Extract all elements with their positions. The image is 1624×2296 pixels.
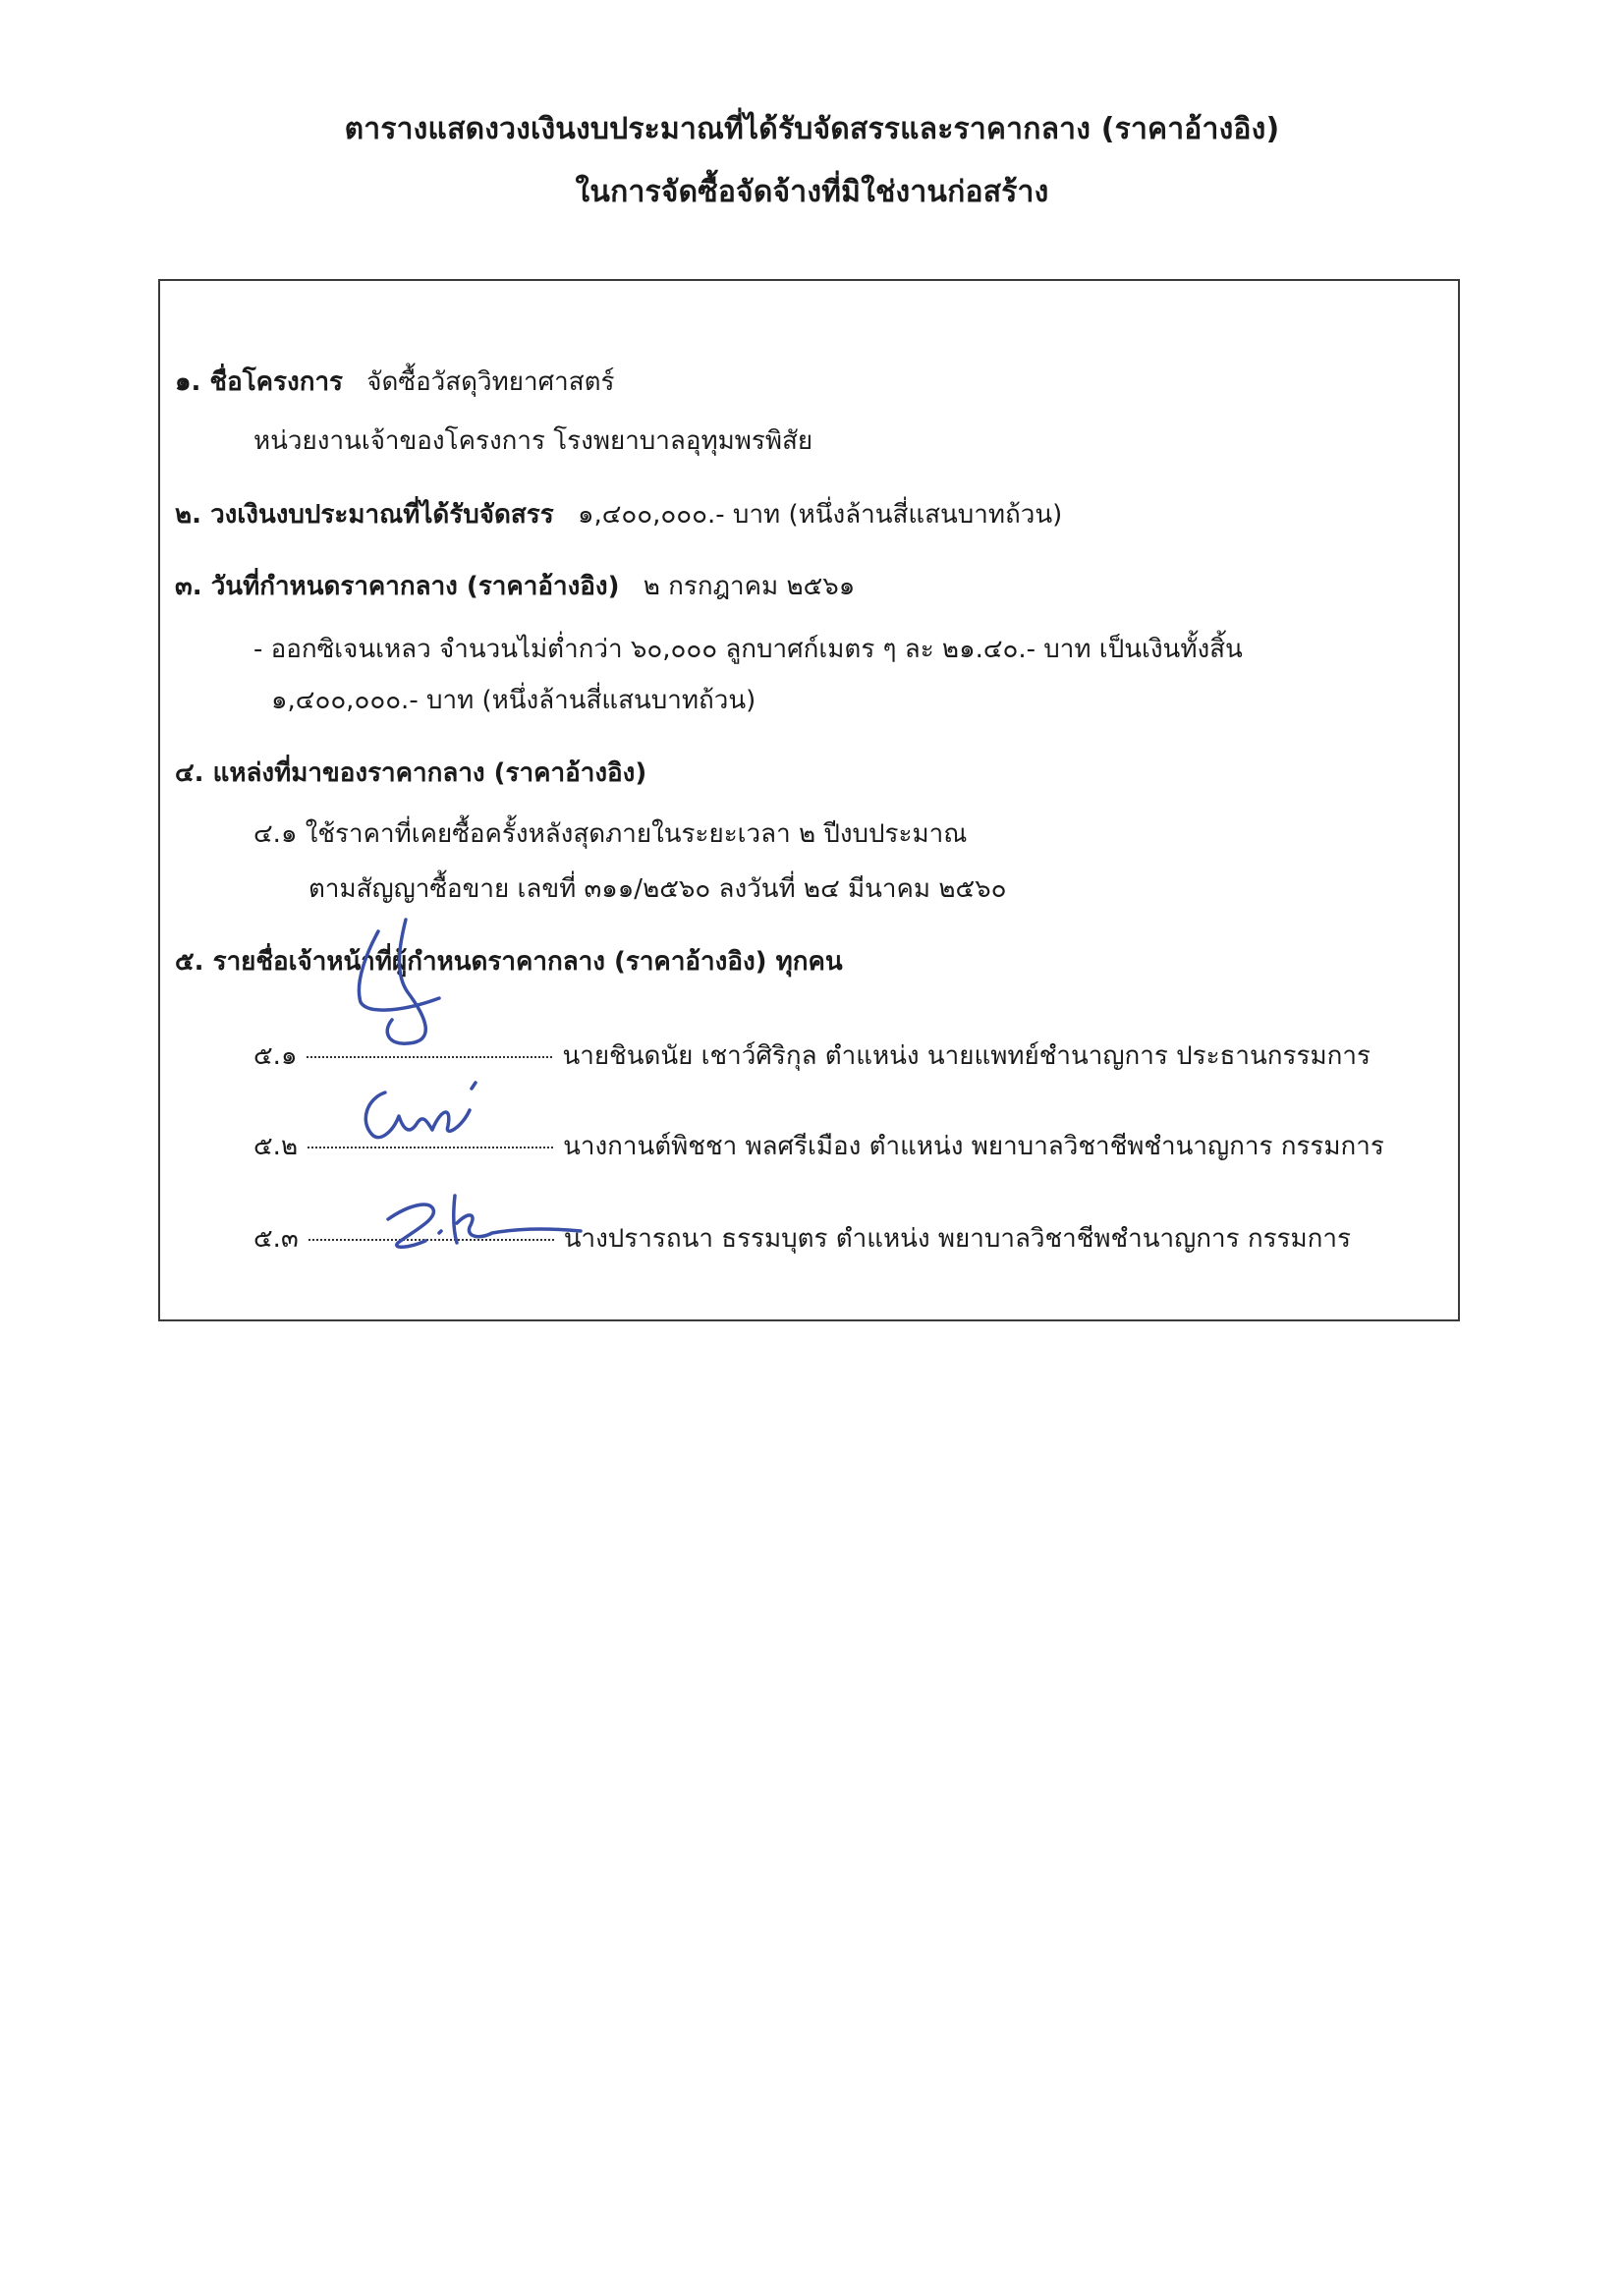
- budget-amount: ๑,๔๐๐,๐๐๐.- บาท (หนึ่งล้านสี่แสนบาทถ้วน): [577, 500, 1063, 530]
- member-text: นายชินดนัย เชาว์ศิริกุล ตำแหน่ง นายแพทย์ชำนาญการ ประธานกรรมการ: [562, 1041, 1371, 1071]
- signature-2-icon: [354, 1071, 501, 1163]
- signature-1-icon: [349, 914, 467, 1065]
- section-2-row: [175, 494, 1062, 534]
- price-source-item-1: ๔.๑ ใช้ราคาที่เคยซื้อครั้งหลังสุดภายในระยะเวลา ๒ ปีงบประมาณ: [253, 819, 968, 849]
- member-number: ๕.๒: [253, 1132, 299, 1161]
- section-1-row: [175, 362, 614, 402]
- document-title-line-1: ตารางแสดงวงเงินงบประมาณที่ได้รับจัดสรรและราคากลาง (ราคาอ้างอิง): [344, 112, 1280, 146]
- member-number: ๕.๓: [253, 1224, 299, 1254]
- project-owner: หน่วยงานเจ้าของโครงการ โรงพยาบาลอุทุมพรพิสัย: [253, 426, 813, 456]
- section-2-label: ๒. วงเงินงบประมาณที่ได้รับจัดสรร: [175, 500, 554, 530]
- price-detail-line-1: - ออกซิเจนเหลว จำนวนไม่ต่ำกว่า ๖๐,๐๐๐ ลูกบาศก์เมตร ๆ ละ ๒๑.๔๐.- บาท เป็นเงินทั้งสิ้น: [253, 635, 1243, 664]
- signature-3-icon: [378, 1184, 594, 1266]
- section-5-label: ๕. รายชื่อเจ้าหน้าที่ผู้กำหนดราคากลาง (ราคาอ้างอิง) ทุกคน: [175, 947, 843, 977]
- section-3-row: [175, 566, 855, 606]
- price-source-item-2: ตามสัญญาซื้อขาย เลขที่ ๓๑๑/๒๕๖๐ ลงวันที่ ๒๔ มีนาคม ๒๕๖๐: [308, 874, 1007, 904]
- reference-price-date: ๒ กรกฎาคม ๒๕๖๑: [643, 572, 856, 601]
- section-4-label: ๔. แหล่งที่มาของราคากลาง (ราคาอ้างอิง): [175, 758, 647, 788]
- project-name: จัดซื้อวัสดุวิทยาศาสตร์: [366, 367, 615, 397]
- document-title-line-2: ในการจัดซื้อจัดจ้างที่มิใช่งานก่อสร้าง: [575, 175, 1049, 209]
- section-1-label: ๑. ชื่อโครงการ: [175, 367, 344, 397]
- member-number: ๕.๑: [253, 1041, 298, 1071]
- member-text: นางปรารถนา ธรรมบุตร ตำแหน่ง พยาบาลวิชาชีพชำนาญการ กรรมการ: [563, 1224, 1351, 1254]
- section-3-label: ๓. วันที่กำหนดราคากลาง (ราคาอ้างอิง): [175, 572, 620, 601]
- price-detail-line-2: ๑,๔๐๐,๐๐๐.- บาท (หนึ่งล้านสี่แสนบาทถ้วน): [271, 686, 756, 715]
- member-text: นางกานต์พิชชา พลศรีเมือง ตำแหน่ง พยาบาลวิชาชีพชำนาญการ กรรมการ: [563, 1132, 1384, 1161]
